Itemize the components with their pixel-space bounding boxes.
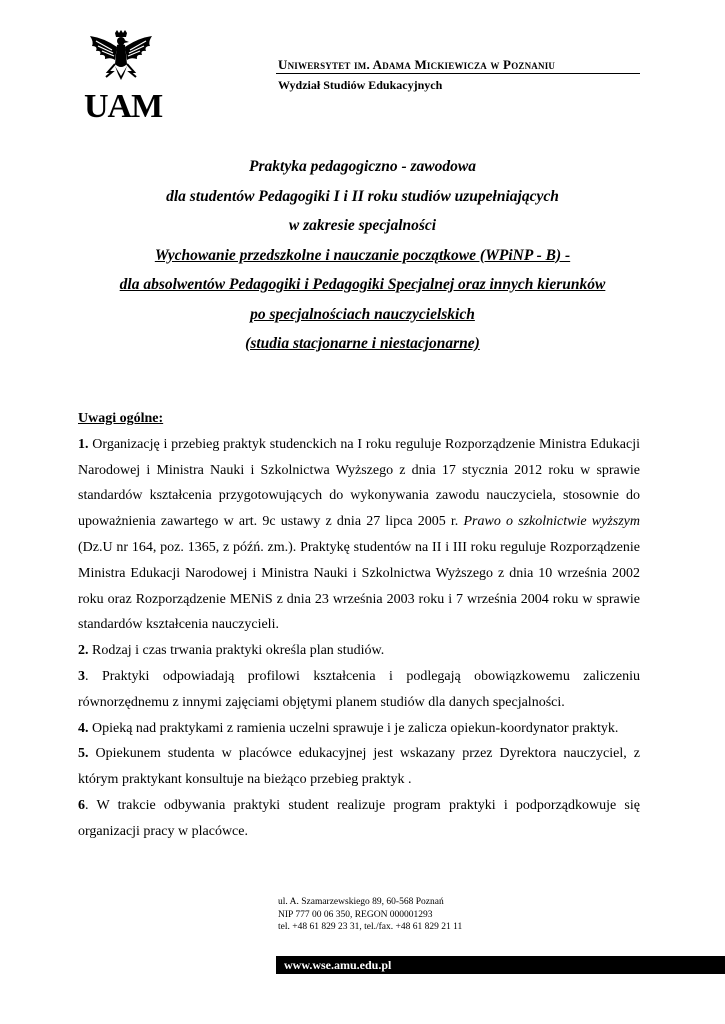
remark-item (78, 741, 640, 793)
remark-item (78, 432, 640, 638)
title-line-4: Wychowanie przedszkolne i nauczanie początkowe (WPiNP - B) - (154, 246, 571, 264)
remark-item (78, 638, 640, 664)
footer-website-bar (276, 956, 725, 974)
title-line-2: dla studentów Pedagogiki I i II roku studiów uzupełniających (166, 187, 559, 205)
remark-number: 1. (78, 436, 89, 452)
title-line-5: dla absolwentów Pedagogiki i Pedagogiki Specjalnej oraz innych kierunków (119, 276, 606, 293)
remark-number: 6 (78, 797, 85, 813)
remark-text: Opieką nad praktykami z ramienia uczelni sprawuje i je zalicza opiekun-koordynator praktyk. (88, 720, 619, 736)
remarks-heading: Uwagi ogólne: (78, 411, 164, 426)
remark-text: . Praktyki odpowiadają profilowi kształcenia i podlegają obowiązkowemu zaliczeniu równorzędnemu z innymi zajęciami objętymi planem studiów dla danych specjalności. (78, 668, 640, 710)
document-title (60, 152, 665, 359)
footer-address-line: ul. A. Szamarzewskiego 89, 60-568 Poznań (278, 897, 444, 907)
footer-contact (278, 896, 462, 934)
remark-number: 2. (78, 643, 89, 659)
act-title: Prawo o szkolnictwie wyższym (463, 514, 640, 530)
general-remarks (78, 406, 640, 845)
university-logo (84, 30, 163, 125)
remark-item (78, 664, 640, 716)
title-line-3: w zakresie specjalności (288, 217, 437, 234)
remark-number: 4. (78, 720, 89, 736)
remark-text: (Dz.U nr 164, poz. 1365, z późń. zm.). Praktykę studentów na II i III roku reguluje Rozporządzenie Ministra Edukacji Narodowej i Ministra Nauki i Szkolnictwa Wyższego z dnia 10 września 2002 roku oraz Rozporządzenie MENiS z dnia 23 września 2003 roku i 7 września 2004 roku w sprawie standardów kształcenia nauczycieli. (78, 539, 640, 633)
title-line-6: po specjalnościach nauczycielskich (250, 305, 475, 323)
university-name: Uniwersytet im. Adama Mickiewicza w Poznaniu (278, 57, 556, 72)
remark-text: Rodzaj i czas trwania praktyki określa plan studiów. (88, 643, 385, 659)
remark-text: Organizację i przebieg praktyk studenckich na I roku reguluje Rozporządzenie Ministra Edukacji Narodowej i Ministra Nauki i Szkolnictwa Wyższego z dnia 17 stycznia 2012 roku w sprawie standardów kształcenia przygotowujących do wykonywania zawodu nauczyciela, stosownie do upoważnienia zawartego w art. 9c ustawy z dnia 27 lipca 2005 r. (78, 436, 640, 530)
header-divider (276, 73, 640, 74)
remark-text: . W trakcie odbywania praktyki student realizuje program praktyki i podporządkowuje się organizacji pracy w placówce. (78, 797, 640, 839)
footer-ids-line: NIP 777 00 06 350, REGON 000001293 (278, 909, 433, 920)
remark-number: 5. (78, 746, 89, 762)
footer-phone-line: tel. +48 61 829 23 31, tel./fax. +48 61 829 21 11 (278, 922, 463, 932)
website-link[interactable]: www.wse.amu.edu.pl (284, 958, 392, 972)
title-line-7: (studia stacjonarne i niestacjonarne) (245, 335, 480, 352)
remark-item (78, 716, 640, 742)
remark-text: Opiekunem studenta w placówce edukacyjnej jest wskazany przez Dyrektora nauczyciel, z którym praktykant konsultuje na bieżąco przebieg praktyk . (78, 746, 640, 788)
remark-number: 3 (78, 668, 85, 684)
faculty-name: Wydział Studiów Edukacyjnych (278, 78, 443, 92)
eagle-emblem-icon (84, 30, 158, 92)
logo-text: UAM (84, 88, 163, 125)
title-line-1: Praktyka pedagogiczno - zawodowa (249, 158, 476, 175)
remark-item (78, 793, 640, 845)
